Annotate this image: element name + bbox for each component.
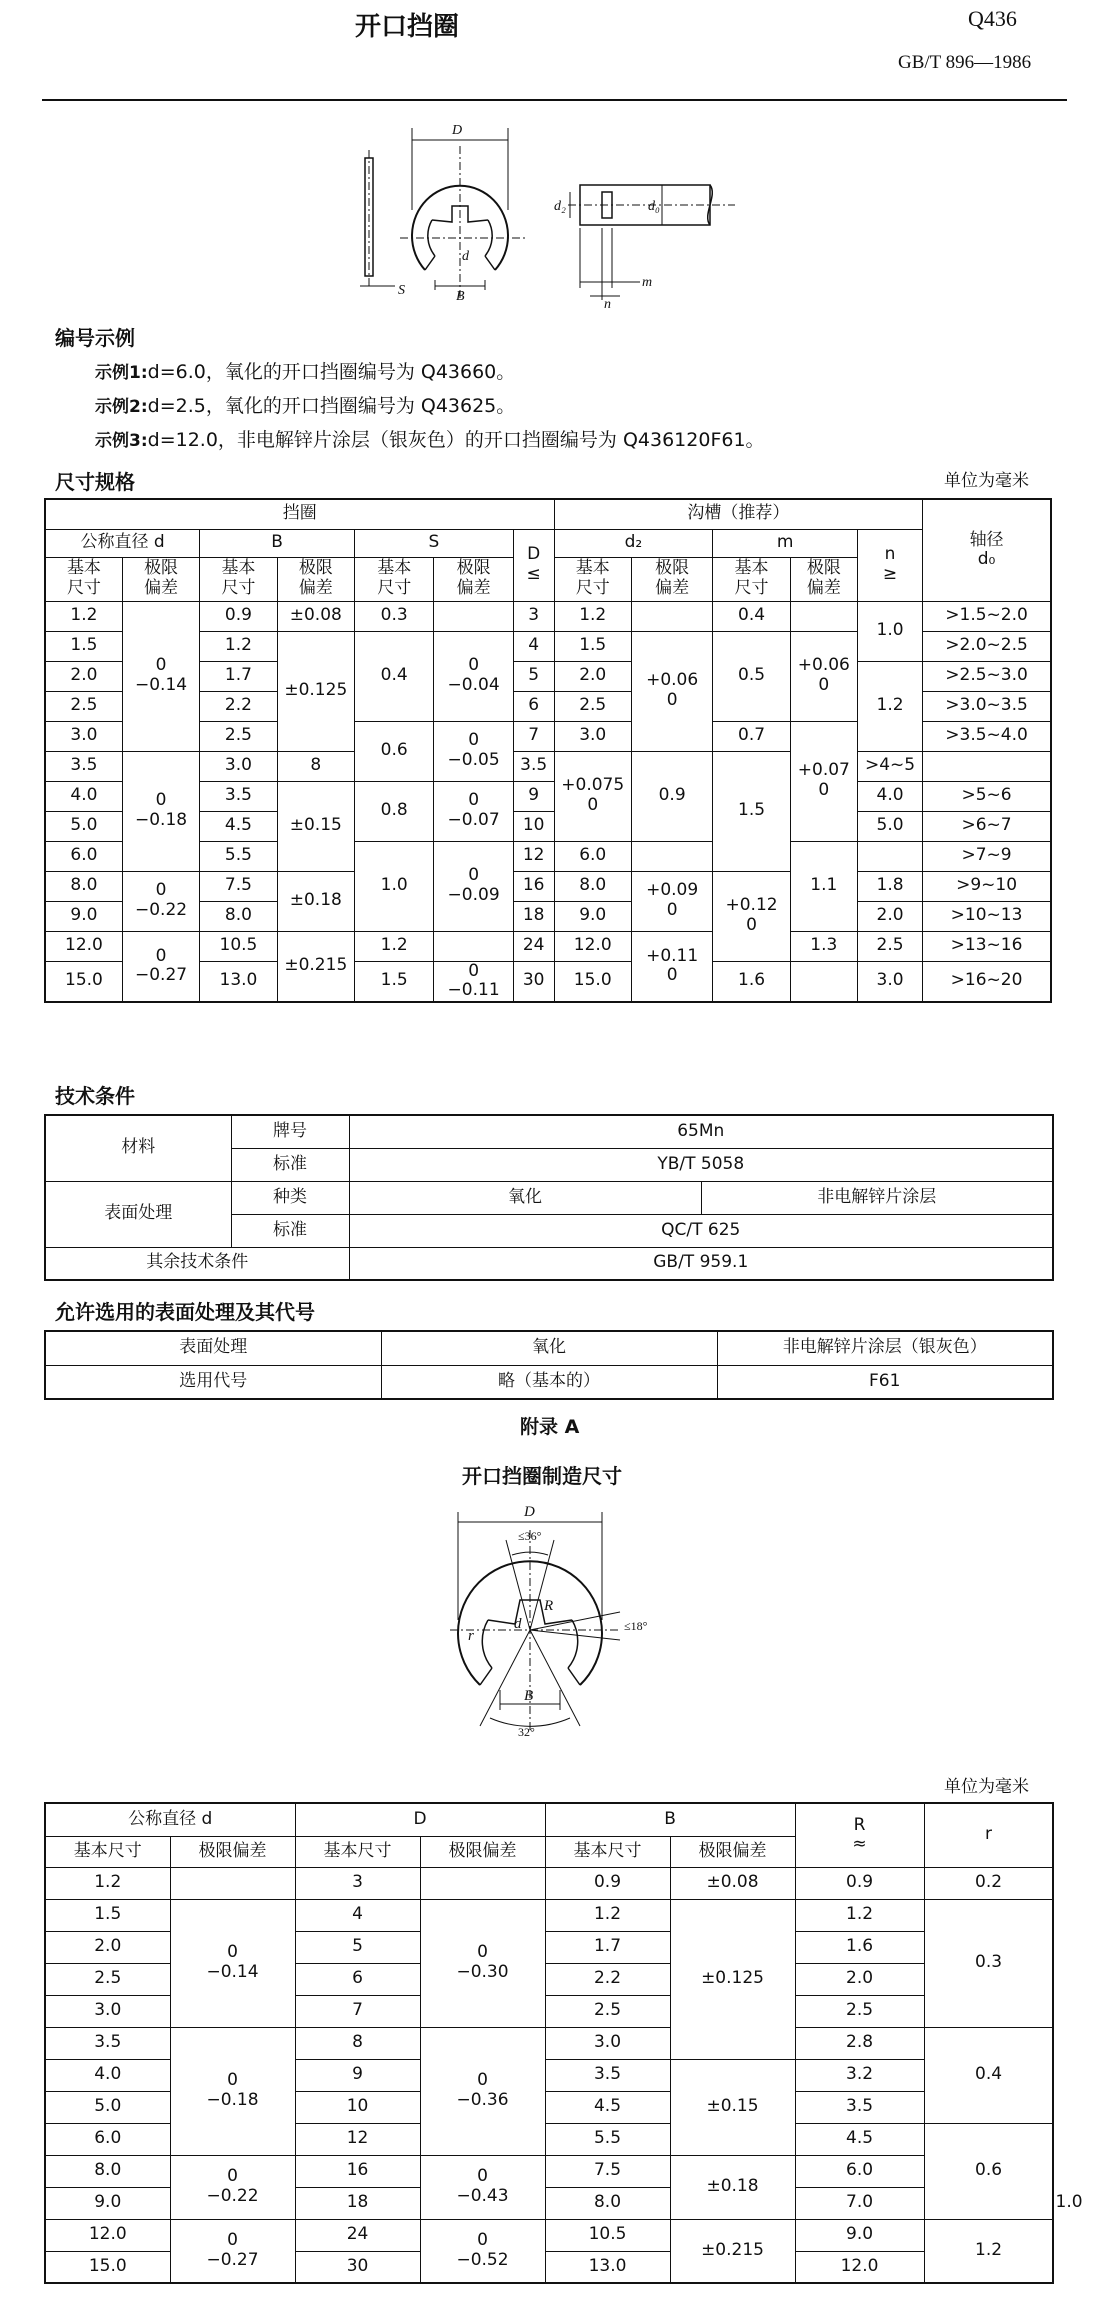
example-2: 示例2:d=2.5，氧化的开口挡圈编号为 Q43625。: [95, 395, 516, 417]
mfg-label-18: ≤18°: [624, 1619, 648, 1633]
b-basic: 13.0: [200, 961, 277, 1002]
d2-basic: 3.5: [513, 751, 554, 781]
mfg-header-D-tol: 极限偏差: [420, 1836, 545, 1867]
mfg-B-basic: 7.5: [545, 2155, 670, 2187]
mfg-ring-drawing: [420, 1500, 700, 1740]
example-3: 示例3:d=12.0，非电解锌片涂层（银灰色）的开口挡圈编号为 Q436120F61。: [95, 429, 765, 451]
header-D: D ≤: [513, 529, 554, 601]
mfg-B-basic: 2.5: [545, 1995, 670, 2027]
mfg-R: 9.0: [795, 2219, 924, 2251]
mfg-header-D: D: [295, 1803, 545, 1836]
mfg-header-d-tol: 极限偏差: [170, 1836, 295, 1867]
header-d-tol: 极限 偏差: [122, 557, 199, 601]
d-basic: 2.5: [45, 691, 122, 721]
mfg-r: 1.2: [924, 2219, 1053, 2283]
m-tol: +0.06 0: [790, 631, 857, 721]
header-B: B: [200, 529, 355, 557]
m-basic: 1.6: [713, 961, 790, 1002]
mfg-d-basic: 12.0: [45, 2219, 170, 2251]
label-S: S: [398, 283, 405, 298]
d2-basic: 2.5: [554, 691, 631, 721]
b-basic: 0.9: [200, 601, 277, 631]
b-basic: 4.5: [200, 811, 277, 841]
table-row: [45, 1899, 1053, 1931]
d-basic: 6.0: [45, 841, 122, 871]
mfg-d-basic: 2.0: [45, 1931, 170, 1963]
mfg-R: 3.5: [795, 2091, 924, 2123]
surface-h1: 表面处理: [45, 1331, 381, 1365]
mfg-B-tol: ±0.125: [670, 1899, 795, 2059]
m-tol: +0.12 0: [713, 871, 790, 961]
header-S-tol: 极限 偏差: [434, 557, 513, 601]
mfg-D-basic: 24: [295, 2219, 420, 2251]
d-basic: 5.0: [45, 811, 122, 841]
d2-tol: +0.09 0: [631, 871, 712, 931]
table-row: [45, 931, 1051, 961]
d2-basic: 1.2: [554, 601, 631, 631]
d-basic: 8.0: [45, 871, 122, 901]
s-basic: 0.6: [355, 721, 434, 781]
d2-tol: +0.11 0: [631, 931, 712, 1002]
mfg-d-basic: 5.0: [45, 2091, 170, 2123]
mfg-D-basic: 3: [295, 1867, 420, 1899]
D-max: 24: [513, 931, 554, 961]
d2-basic: 4.0: [857, 781, 922, 811]
surface-r1: 选用代号: [45, 1365, 381, 1399]
s-basic: 0.8: [355, 781, 434, 841]
header-m-basic: 基本 尺寸: [713, 557, 790, 601]
mfg-R: 3.2: [795, 2059, 924, 2091]
label-D: D: [452, 123, 463, 138]
header-shaft: 轴径 d₀: [923, 499, 1051, 601]
b-tol: ±0.08: [277, 601, 354, 631]
b-tol: ±0.125: [277, 631, 354, 751]
m-basic: 0.4: [713, 601, 790, 631]
mfg-header-B: B: [545, 1803, 795, 1836]
m-basic: 0.9: [631, 751, 712, 841]
b-tol: ±0.215: [277, 931, 354, 1002]
mfg-label-32: 32°: [518, 1725, 535, 1739]
mfg-unit: 单位为毫米: [944, 1777, 1029, 1797]
m-tol: +0.07 0: [790, 721, 857, 841]
b-basic: 10.5: [200, 931, 277, 961]
s-tol: 0 −0.09: [434, 841, 513, 931]
mfg-R: 6.0: [795, 2155, 924, 2187]
s-basic: 0.3: [355, 601, 434, 631]
page-title: 开口挡圈: [355, 12, 460, 42]
mfg-R: 0.9: [795, 1867, 924, 1899]
mfg-B-basic: 1.2: [545, 1899, 670, 1931]
header-B-tol: 极限 偏差: [277, 557, 354, 601]
mfg-d-tol: 0 −0.18: [170, 2027, 295, 2155]
b-basic: 5.5: [200, 841, 277, 871]
label-d: d: [462, 249, 469, 264]
D-max: 8: [277, 751, 354, 781]
n-min: 1.8: [857, 871, 922, 901]
mfg-B-basic: 3.0: [545, 2027, 670, 2059]
s-tol-empty: [434, 601, 513, 631]
header-S-basic: 基本 尺寸: [355, 557, 434, 601]
tech-grade-value: 65Mn: [349, 1115, 1053, 1148]
d-basic: 15.0: [45, 961, 122, 1002]
mfg-D-tol: 0 −0.52: [420, 2219, 545, 2283]
mfg-D-basic: 12: [295, 2123, 420, 2155]
d2-basic: 1.5: [554, 631, 631, 661]
d-basic: 4.0: [45, 781, 122, 811]
header-d2: d₂: [554, 529, 713, 557]
mfg-d-basic: 9.0: [45, 2187, 170, 2219]
mfg-header-R: R ≈: [795, 1803, 924, 1867]
tech-surface: 表面处理: [45, 1181, 231, 1247]
D-max: 10: [513, 811, 554, 841]
table-row: [45, 751, 1051, 781]
mfg-label-r: r: [468, 1628, 474, 1644]
shaft-range: >3.0~3.5: [923, 691, 1051, 721]
d2-basic: 15.0: [554, 961, 631, 1002]
m-basic: 0.5: [713, 631, 790, 721]
s-basic: 1.0: [355, 841, 434, 931]
d-tol: 0 −0.22: [122, 871, 199, 931]
d2-tol-empty: [631, 601, 712, 631]
table-row: [45, 2155, 1053, 2187]
d-basic: 2.0: [45, 661, 122, 691]
mfg-R: 2.8: [795, 2027, 924, 2059]
b-basic: 7.5: [200, 871, 277, 901]
surface-r3: F61: [717, 1365, 1053, 1399]
mfg-d-basic: 1.5: [45, 1899, 170, 1931]
s-tol: 0 −0.05: [434, 721, 513, 781]
n-min: 3.0: [857, 961, 922, 1002]
table-row: [45, 871, 1051, 901]
D-max: 30: [513, 961, 554, 1002]
s-basic: 1.5: [355, 961, 434, 1002]
header-dangquan: 挡圈: [45, 499, 554, 529]
mfg-label-36: ≤36°: [518, 1529, 542, 1543]
b-basic: 3.0: [200, 751, 277, 781]
header-rule: [42, 99, 1067, 101]
header-n: n ≥: [857, 529, 922, 601]
mfg-R: 4.5: [795, 2123, 924, 2155]
d-basic: 1.2: [45, 601, 122, 631]
d-basic: 9.0: [45, 901, 122, 931]
shaft-range: >4~5: [857, 751, 922, 781]
b-basic: 1.7: [200, 661, 277, 691]
mfg-d-basic: 1.2: [45, 1867, 170, 1899]
mfg-B-basic: 10.5: [545, 2219, 670, 2251]
mfg-label-B: B: [524, 1688, 534, 1704]
label-B: B: [456, 289, 465, 304]
mfg-R: 7.0: [795, 2187, 924, 2219]
s-basic: 0.4: [355, 631, 434, 721]
mfg-d-basic: 3.5: [45, 2027, 170, 2059]
header-m: m: [713, 529, 858, 557]
mfg-D-basic: 4: [295, 1899, 420, 1931]
d-basic: 3.0: [45, 721, 122, 751]
mfg-B-basic: 5.5: [545, 2123, 670, 2155]
mfg-B-basic: 2.2: [545, 1963, 670, 1995]
label-m: m: [642, 275, 653, 290]
tech-grade: 牌号: [231, 1115, 349, 1148]
n-min: 2.5: [857, 931, 922, 961]
mfg-D-basic: 30: [295, 2251, 420, 2283]
examples-heading: 编号示例: [55, 326, 135, 350]
tech-std-value: YB/T 5058: [349, 1148, 1053, 1181]
n-min: 1.2: [857, 661, 922, 751]
d2-tol: +0.075 0: [554, 751, 631, 841]
header-d2-tol: 极限 偏差: [631, 557, 712, 601]
header-m-tol: 极限 偏差: [790, 557, 857, 601]
tech-kind: 种类: [231, 1181, 349, 1214]
D-max: 9: [513, 781, 554, 811]
label-d0: d₀: [648, 199, 660, 214]
mfg-header-B-tol: 极限偏差: [670, 1836, 795, 1867]
tech-surface-std: 标准: [231, 1214, 349, 1247]
mfg-R: 2.0: [795, 1963, 924, 1995]
d2-basic: 8.0: [554, 871, 631, 901]
label-d2: d₂: [554, 199, 566, 214]
header-goucao: 沟槽（推荐）: [554, 499, 923, 529]
mfg-D-basic: 6: [295, 1963, 420, 1995]
d2-basic: 2.0: [554, 661, 631, 691]
header-nominal-d: 公称直径 d: [45, 529, 200, 557]
table-row: [45, 1867, 1053, 1899]
mfg-B-tol: ±0.18: [670, 2155, 795, 2219]
tech-other-value: GB/T 959.1: [349, 1247, 1053, 1280]
d2-basic: 5.0: [857, 811, 922, 841]
mfg-B-tol: ±0.15: [670, 2059, 795, 2155]
b-basic: 3.5: [200, 781, 277, 811]
table-row: [45, 2219, 1053, 2251]
mfg-header-r: r: [924, 1803, 1053, 1867]
D-max: 7: [513, 721, 554, 751]
mfg-B-basic: 4.5: [545, 2091, 670, 2123]
s-tol-empty: [434, 931, 513, 961]
mfg-B-basic: 1.7: [545, 1931, 670, 1963]
mfg-D-basic: 18: [295, 2187, 420, 2219]
table-row: [45, 2027, 1053, 2059]
s-tol: 0 −0.11: [434, 961, 513, 1002]
mfg-B-tol: ±0.215: [670, 2219, 795, 2283]
mfg-D-basic: 7: [295, 1995, 420, 2027]
mfg-B-basic: 13.0: [545, 2251, 670, 2283]
mfg-header-d-basic: 基本尺寸: [45, 1836, 170, 1867]
ring-drawing: [340, 110, 760, 310]
mfg-D-tol: 0 −0.43: [420, 2155, 545, 2219]
D-max: 5: [513, 661, 554, 691]
mfg-B-tol: ±0.08: [670, 1867, 795, 1899]
label-n: n: [604, 297, 611, 310]
d2-basic: 3.0: [554, 721, 631, 751]
mfg-r: 0.6: [924, 2123, 1053, 2219]
m-tol-empty: [857, 841, 922, 871]
shaft-range: >7~9: [923, 841, 1051, 871]
b-basic: 8.0: [200, 901, 277, 931]
shaft-range: >5~6: [923, 781, 1051, 811]
mfg-D-basic: 8: [295, 2027, 420, 2059]
s-basic: 1.2: [355, 931, 434, 961]
n-min: 1.5: [713, 751, 790, 871]
mfg-d-tol: 0 −0.14: [170, 1899, 295, 2027]
m-tol-empty: [790, 601, 857, 631]
mfg-d-tol: 0 −0.27: [170, 2219, 295, 2283]
mfg-label-d: d: [514, 1616, 522, 1632]
shaft-range: >13~16: [923, 931, 1051, 961]
header-B-basic: 基本 尺寸: [200, 557, 277, 601]
mfg-d-basic: 8.0: [45, 2155, 170, 2187]
surface-h3: 非电解锌片涂层（银灰色）: [717, 1331, 1053, 1365]
header-d-basic: 基本 尺寸: [45, 557, 122, 601]
mfg-d-basic: 6.0: [45, 2123, 170, 2155]
mfg-label-R: R: [544, 1598, 554, 1614]
mfg-B-basic: 3.5: [545, 2059, 670, 2091]
mfg-r: 0.3: [924, 1899, 1053, 2027]
shaft-range: >10~13: [923, 901, 1051, 931]
n-min: 1.0: [857, 601, 922, 661]
surface-r2: 略（基本的）: [381, 1365, 717, 1399]
d-tol: 0 −0.27: [122, 931, 199, 1002]
D-max: 4: [513, 631, 554, 661]
shaft-range: >2.5~3.0: [923, 661, 1051, 691]
mfg-d-tol-empty: [170, 1867, 295, 1899]
mfg-d-tol: 0 −0.22: [170, 2155, 295, 2219]
dimension-table: [44, 498, 1052, 1003]
surface-h2: 氧化: [381, 1331, 717, 1365]
table-row: 9.0 18 8.0 7.0 1.0: [45, 2187, 1053, 2219]
tech-material: 材料: [45, 1115, 231, 1181]
mfg-label-D: D: [524, 1504, 535, 1520]
mfg-D-basic: 16: [295, 2155, 420, 2187]
mfg-R: 1.2: [795, 1899, 924, 1931]
surface-table: [44, 1330, 1054, 1400]
D-max: 12: [513, 841, 554, 871]
d-tol: 0 −0.18: [122, 751, 199, 871]
dims-unit: 单位为毫米: [944, 471, 1029, 491]
mfg-D-tol-empty: [420, 1867, 545, 1899]
appendix-title: 附录 A: [520, 1416, 580, 1438]
mfg-R: 12.0: [795, 2251, 924, 2283]
mfg-header-B-basic: 基本尺寸: [545, 1836, 670, 1867]
b-basic: 1.2: [200, 631, 277, 661]
mfg-d-basic: 3.0: [45, 1995, 170, 2027]
mfg-B-basic: 0.9: [545, 1867, 670, 1899]
D-max: 6: [513, 691, 554, 721]
n-min: 2.0: [857, 901, 922, 931]
mfg-D-tol: 0 −0.30: [420, 1899, 545, 2027]
shaft-range: >2.0~2.5: [923, 631, 1051, 661]
header-S: S: [355, 529, 514, 557]
D-max: 18: [513, 901, 554, 931]
mfg-r: 0.4: [924, 2027, 1053, 2123]
dims-heading: 尺寸规格: [55, 470, 135, 494]
part-code: Q436: [968, 6, 1017, 31]
d-basic: 1.5: [45, 631, 122, 661]
d2-basic: 12.0: [554, 931, 631, 961]
shaft-range: >16~20: [923, 961, 1051, 1002]
s-tol: 0 −0.07: [434, 781, 513, 841]
b-tol: ±0.18: [277, 871, 354, 931]
d-basic: 3.5: [45, 751, 122, 781]
table-row: [45, 601, 1051, 631]
header-d2-basic: 基本 尺寸: [554, 557, 631, 601]
shaft-range: >1.5~2.0: [923, 601, 1051, 631]
m-basic: 0.7: [713, 721, 790, 751]
d2-basic: 9.0: [554, 901, 631, 931]
tech-kind-oxide: 氧化: [349, 1181, 701, 1214]
mfg-D-tol: 0 −0.36: [420, 2027, 545, 2155]
tech-heading: 技术条件: [55, 1084, 135, 1108]
tech-std: 标准: [231, 1148, 349, 1181]
m-basic: 1.3: [790, 931, 857, 961]
b-basic: 2.2: [200, 691, 277, 721]
mfg-R: 1.6: [795, 1931, 924, 1963]
surface-heading: 允许选用的表面处理及其代号: [55, 1300, 315, 1324]
shaft-range: >6~7: [923, 811, 1051, 841]
mfg-r: 0.2: [924, 1867, 1053, 1899]
mfg-d-basic: 2.5: [45, 1963, 170, 1995]
m-tol-empty: [790, 961, 857, 1002]
D-max: 3: [513, 601, 554, 631]
tech-kind-zinc: 非电解锌片涂层: [701, 1181, 1053, 1214]
tech-other: 其余技术条件: [45, 1247, 349, 1280]
D-max: 16: [513, 871, 554, 901]
shaft-range: >9~10: [923, 871, 1051, 901]
mfg-header-D-basic: 基本尺寸: [295, 1836, 420, 1867]
m-basic: 1.1: [790, 841, 857, 931]
mfg-table: [44, 1802, 1083, 2284]
mfg-R: 2.5: [795, 1995, 924, 2027]
d-basic: 12.0: [45, 931, 122, 961]
example-1: 示例1:d=6.0，氧化的开口挡圈编号为 Q43660。: [95, 361, 516, 383]
tech-surface-std-value: QC/T 625: [349, 1214, 1053, 1247]
mfg-B-basic: 8.0: [545, 2187, 670, 2219]
mfg-header-nominal-d: 公称直径 d: [45, 1803, 295, 1836]
s-tol: 0 −0.04: [434, 631, 513, 721]
mfg-d-basic: 15.0: [45, 2251, 170, 2283]
d2-tol: +0.06 0: [631, 631, 712, 751]
tech-table: [44, 1114, 1054, 1281]
mfg-D-basic: 5: [295, 1931, 420, 1963]
b-tol: ±0.15: [277, 781, 354, 871]
b-basic: 2.5: [200, 721, 277, 751]
mfg-D-basic: 9: [295, 2059, 420, 2091]
shaft-range: >3.5~4.0: [923, 721, 1051, 751]
d2-basic: 6.0: [554, 841, 631, 871]
appendix-subtitle: 开口挡圈制造尺寸: [462, 1464, 622, 1488]
d-tol: 0 −0.14: [122, 601, 199, 751]
mfg-d-basic: 4.0: [45, 2059, 170, 2091]
d2-tol-empty: [631, 841, 712, 871]
standard-number: GB/T 896—1986: [898, 52, 1032, 73]
mfg-D-basic: 10: [295, 2091, 420, 2123]
